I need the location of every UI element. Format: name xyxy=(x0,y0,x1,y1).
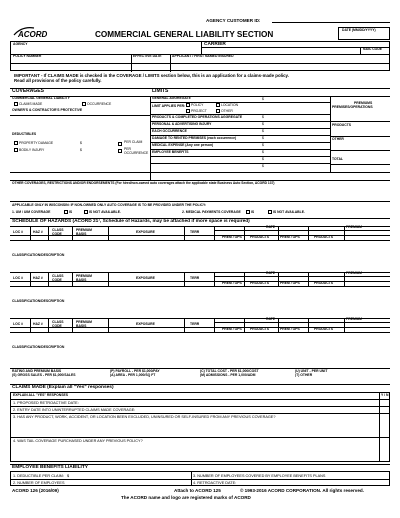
attach-note: Attach to ACORD 125 xyxy=(174,488,221,493)
coverages-limits-section xyxy=(10,88,390,180)
ga-dollar: $ xyxy=(262,97,264,101)
premium-basis-header: PREMIUM BASIS xyxy=(76,320,93,328)
products-premium-label: PRODUCTS xyxy=(332,123,352,127)
per-occurrence-label: PER OCCURRENCE xyxy=(124,147,149,155)
loc-header: LOC # xyxy=(13,276,23,280)
products-aggregate-label: PRODUCTS & COMPLETED OPERATIONS AGGREGATE xyxy=(152,115,243,119)
occurrence-checkbox[interactable] xyxy=(82,102,86,106)
agency-customer-id-label: AGENCY CUSTOMER ID: xyxy=(206,18,261,23)
property-damage-checkbox[interactable] xyxy=(14,141,18,145)
um-is-checkbox[interactable] xyxy=(64,210,68,214)
bi-dollar: $ xyxy=(80,148,82,152)
rating-u: (U) UNIT - PER UNIT xyxy=(295,369,328,373)
rate-products: PRODUCTS xyxy=(250,235,270,239)
project-label: PROJECT xyxy=(190,108,207,113)
haz-header: HAZ # xyxy=(33,230,43,234)
effective-date-label: EFFECTIVE DATE xyxy=(133,54,162,58)
prem-prem-ops: PREM / OPS xyxy=(280,235,300,239)
cm-q1: 1. PROPOSED RETROACTIVE DATE: xyxy=(13,401,79,405)
explain-label: EXPLAIN ALL "YES" RESPONSES xyxy=(13,393,69,397)
ebl-dollar: $ xyxy=(67,474,70,478)
rating-s: (S) GROSS SALES - PER $1,000/SALES xyxy=(12,373,76,377)
rate-header: RATE xyxy=(266,271,275,275)
deductibles-label: DEDUCTIBLES xyxy=(12,132,37,136)
naic-label: NAIC CODE xyxy=(363,47,383,51)
um-not-checkbox[interactable] xyxy=(84,210,88,214)
um-is-label: IS xyxy=(68,209,73,214)
class-desc-label: CLASSIFICATION/DESCRIPTION xyxy=(12,345,65,349)
claims-made-label: CLAIMS MADE xyxy=(18,101,43,106)
rate-prem-ops: PREM / OPS xyxy=(222,281,242,285)
important-notice xyxy=(14,73,390,83)
rating-t: (T) OTHER xyxy=(295,373,313,377)
logo-text: ACORD xyxy=(18,30,48,39)
class-code-header: CLASS CODE xyxy=(52,228,64,236)
occurrence-option[interactable] xyxy=(82,102,111,107)
class-code-header: CLASS CODE xyxy=(52,274,64,282)
pd-dollar: $ xyxy=(80,141,82,145)
damage-rented-label: DAMAGE TO RENTED PREMISES (each occurrence) xyxy=(152,136,237,140)
med-not-label: IS NOT AVAILABLE. xyxy=(272,209,305,214)
premium-header: PREMIUM xyxy=(346,225,363,229)
schedule-title: SCHEDULE OF HAZARDS (ACORD 21¹, Schedule of Hazards, may be attached if more space is required) xyxy=(12,219,250,224)
med-is-checkbox[interactable] xyxy=(246,210,250,214)
location-option[interactable] xyxy=(216,103,238,108)
um-label: 1. UM / UIM COVERAGE xyxy=(12,210,51,214)
med-not-checkbox[interactable] xyxy=(268,210,272,214)
rate-products: PRODUCTS xyxy=(250,327,270,331)
prem-products: PRODUCTS xyxy=(314,235,334,239)
premium-basis-header: PREMIUM BASIS xyxy=(76,228,93,236)
rating-p: (P) PAYROLL - PER $1,000/PAY xyxy=(110,369,160,373)
per-claim-option[interactable] xyxy=(118,142,122,147)
bodily-injury-label: BODILY INJURY xyxy=(18,147,45,152)
med-is-label: IS xyxy=(250,209,255,214)
ebl-q1: 1. DEDUCTIBLE PER CLAIM: xyxy=(13,474,64,478)
policy-number-label: POLICY NUMBER xyxy=(13,54,42,58)
carrier-label: CARRIER xyxy=(204,42,226,47)
trademark: The ACORD name and logo are registered marks of ACORD xyxy=(121,495,251,500)
employee-benefits-label: EMPLOYEE BENEFITS xyxy=(152,150,189,154)
cgl-label: COMMERCIAL GENERAL LIABILITY xyxy=(12,96,70,100)
med-not-option[interactable] xyxy=(268,210,305,215)
eb-dollar: $ xyxy=(262,150,264,154)
premiums-title: PREMIUMS xyxy=(354,101,373,105)
occurrence-label: OCCURRENCE xyxy=(86,101,112,106)
rate-prem-ops: PREM / OPS xyxy=(222,327,242,331)
limit-applies-label: LIMIT APPLIES PER: xyxy=(152,104,186,108)
rating-a: (A) AREA - PER 1,000/SQ FT xyxy=(110,373,156,377)
eo-dollar: $ xyxy=(262,129,264,133)
important-line-1: IMPORTANT - If CLAIMS MADE is checked in the COVERAGE / LIMITS section below, this is an application for a claims-made policy. xyxy=(14,73,289,78)
yn-label: Y / N xyxy=(381,393,389,397)
med-payments-label: 2. MEDICAL PAYMENTS COVERAGE xyxy=(182,210,241,214)
rating-c: (C) TOTAL COST - PER $1,000/COST xyxy=(200,369,259,373)
personal-adv-label: PERSONAL & ADVERTISING INJURY xyxy=(152,122,212,126)
premium-basis-header: PREMIUM BASIS xyxy=(76,274,93,282)
hazard-row xyxy=(10,318,390,364)
dr-dollar: $ xyxy=(262,136,264,140)
location-label: LOCATION xyxy=(220,102,239,107)
page-title: COMMERCIAL GENERAL LIABILITY SECTION xyxy=(95,30,274,39)
pa-dollar: $ xyxy=(262,115,264,119)
haz-header: HAZ # xyxy=(33,322,43,326)
rating-m: (M) ADMISSIONS - PER 1,000/ADM xyxy=(200,373,256,377)
policy-info-block xyxy=(10,41,390,71)
rate-header: RATE xyxy=(266,225,275,229)
bodily-injury-option[interactable] xyxy=(14,148,44,153)
date-label: DATE (MM/DD/YYYY) xyxy=(342,28,376,32)
cm-q3: 3. HAS ANY PRODUCT, WORK, ACCIDENT, OR LOCATION BEEN EXCLUDED, UNINSURED OR SELF-INSURED FROM ANY PREVIOUS COVERAGE? xyxy=(13,415,276,419)
total-premium-label: TOTAL xyxy=(332,157,343,161)
premises-operations-label: PREMISES/OPERATIONS xyxy=(332,105,373,109)
me-dollar: $ xyxy=(262,143,264,147)
loc-header: LOC # xyxy=(13,230,23,234)
claims-made-table xyxy=(10,392,390,462)
pai-dollar: $ xyxy=(262,122,264,126)
copyright: © 1993-2016 ACORD CORPORATION. All rights reserved. xyxy=(240,488,364,493)
premium-header: PREMIUM xyxy=(346,271,363,275)
agency-label: AGENCY xyxy=(13,42,28,46)
prem-products: PRODUCTS xyxy=(314,281,334,285)
loc-header: LOC # xyxy=(13,322,23,326)
class-desc-label: CLASSIFICATION/DESCRIPTION xyxy=(12,253,65,257)
important-line-2: Read all provisions of the policy carefully. xyxy=(14,78,102,84)
blank-limit-dollar: $ xyxy=(262,157,264,161)
other-coverages-label: OTHER COVERAGES, RESTRICTIONS AND/OR ENDORSEMENTS (For hired/non-owned auto coverages attach the applicable state Business Auto Section, ACORD 137) xyxy=(12,181,275,185)
exposure-header: EXPOSURE xyxy=(136,276,155,280)
property-damage-option[interactable] xyxy=(14,141,53,146)
applicant-label: APPLICANT / FIRST NAMED INSURED xyxy=(172,54,234,58)
terr-header: TERR xyxy=(190,276,200,280)
um-not-option[interactable] xyxy=(84,210,121,215)
owners-label: OWNER'S & CONTRACTOR'S PROTECTIVE xyxy=(12,108,83,112)
prem-products: PRODUCTS xyxy=(314,327,334,331)
agency-customer-id-field[interactable] xyxy=(272,22,390,23)
ebl-q2: 2. NUMBER OF EMPLOYEES xyxy=(13,481,65,485)
other-label: OTHER xyxy=(220,108,233,113)
location-checkbox[interactable] xyxy=(216,103,220,107)
general-aggregate-label: GENERAL AGGREGATE xyxy=(152,96,191,100)
property-damage-label: PROPERTY DAMAGE xyxy=(18,140,54,145)
class-desc-label: CLASSIFICATION/DESCRIPTION xyxy=(12,299,65,303)
cm-q2: 2. ENTRY DATE INTO UNINTERRUPTED CLAIMS MADE COVERAGE: xyxy=(13,408,136,412)
per-claim-checkbox[interactable] xyxy=(118,142,122,146)
prem-prem-ops: PREM / OPS xyxy=(280,281,300,285)
claims-made-checkbox[interactable] xyxy=(14,102,18,106)
rating-title: RATING AND PREMIUM BASIS xyxy=(12,369,62,373)
per-occurrence-checkbox[interactable] xyxy=(118,149,122,153)
med-is-option[interactable] xyxy=(246,210,254,215)
cm-q4: 4. WAS TAIL COVERAGE PURCHASED UNDER ANY PREVIOUS POLICY? xyxy=(13,439,143,443)
form-number: ACORD 126 (2016/09) xyxy=(12,488,59,493)
haz-header: HAZ # xyxy=(33,276,43,280)
blank-limit-dollar-2: $ xyxy=(262,164,264,168)
premium-header: PREMIUM xyxy=(346,317,363,321)
per-claim-label: PER CLAIM xyxy=(124,140,143,144)
wisconsin-line: APPLICABLE ONLY IN WISCONSIN: IF NON-OWNED ONLY AUTO COVERAGE IS TO BE PROVIDED UNDER THE POLICY: xyxy=(12,203,207,207)
exposure-header: EXPOSURE xyxy=(136,230,155,234)
hazard-row xyxy=(10,272,390,318)
ebl-table xyxy=(10,471,390,486)
date-field[interactable] xyxy=(338,27,390,40)
each-occurrence-label: EACH OCCURRENCE xyxy=(152,129,187,133)
terr-header: TERR xyxy=(190,322,200,326)
bodily-injury-checkbox[interactable] xyxy=(14,148,18,152)
ebl-q3: 3. NUMBER OF EMPLOYEES COVERED BY EMPLOYEE BENEFITS PLANS xyxy=(193,474,326,478)
claims-made-title: CLAIMS MADE (Explain all "Yes" responses) xyxy=(12,385,114,390)
coverages-title: COVERAGES xyxy=(12,88,44,94)
um-is-option[interactable] xyxy=(64,210,72,215)
per-occurrence-option[interactable] xyxy=(118,149,122,154)
prem-prem-ops: PREM / OPS xyxy=(280,327,300,331)
project-checkbox[interactable] xyxy=(186,109,190,113)
limits-title: LIMITS xyxy=(152,88,169,94)
hazard-row xyxy=(10,226,390,272)
rate-prem-ops: PREM / OPS xyxy=(222,235,242,239)
policy-label: POLICY xyxy=(190,102,204,107)
other-checkbox[interactable] xyxy=(216,109,220,113)
um-not-label: IS NOT AVAILABLE. xyxy=(88,209,121,214)
medical-expense-label: MEDICAL EXPENSE (Any one person) xyxy=(152,143,214,147)
policy-checkbox[interactable] xyxy=(186,103,190,107)
class-code-header: CLASS CODE xyxy=(52,320,64,328)
hazards-table xyxy=(10,226,390,366)
terr-header: TERR xyxy=(190,230,200,234)
ebl-title: EMPLOYEE BENEFITS LIABILITY xyxy=(12,465,88,470)
acord-logo xyxy=(12,25,54,39)
rate-header: RATE xyxy=(266,317,275,321)
other-premium-label: OTHER xyxy=(332,137,344,141)
ebl-q4: 4. RETROACTIVE DATE: xyxy=(193,481,237,485)
policy-option[interactable] xyxy=(186,103,203,108)
rate-products: PRODUCTS xyxy=(250,281,270,285)
exposure-header: EXPOSURE xyxy=(136,322,155,326)
claims-made-option[interactable] xyxy=(14,102,42,107)
